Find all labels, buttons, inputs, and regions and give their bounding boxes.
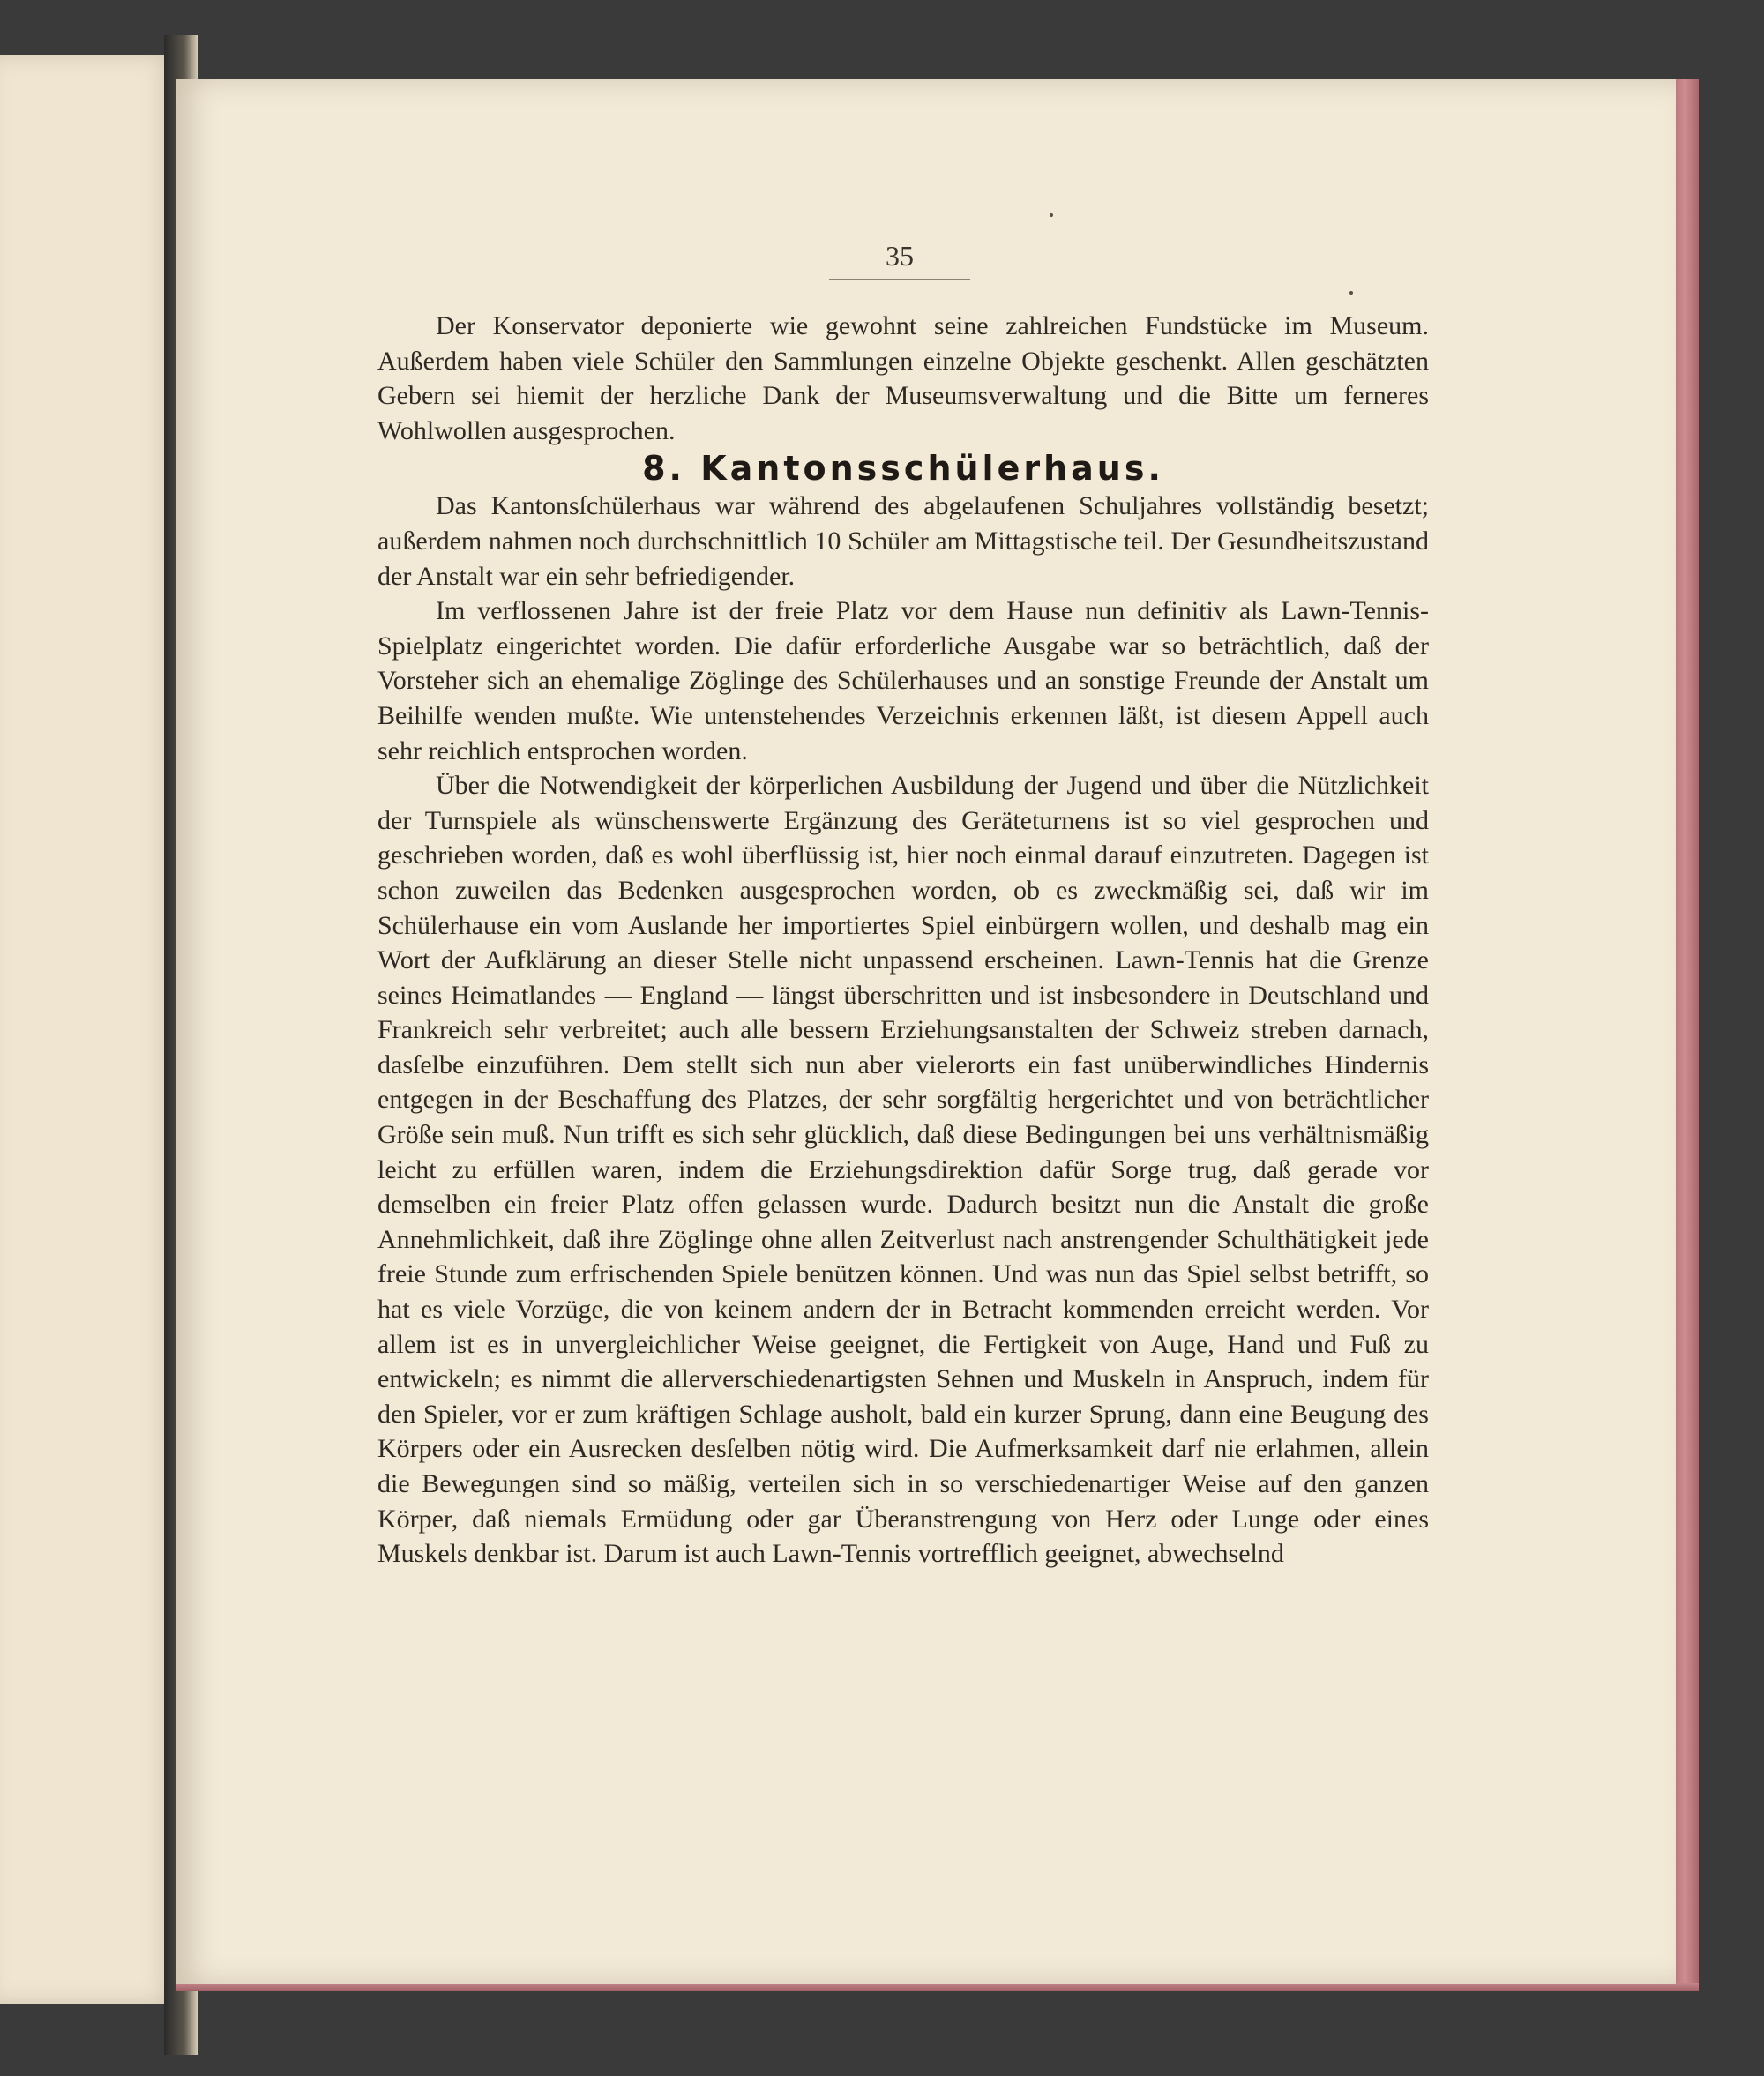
paragraph-tennis-court: Im verflossenen Jahre ist der freie Platz vor dem Hause nun definitiv als Lawn-Tennis-Spielplatz eingerichtet worden. Die dafür erforderliche Ausgabe war so beträchtlich, daß der Vorsteher sich an ehemalige Zöglinge des Schülerhauses und an sonstige Freunde der Anstalt um Beihilfe wenden mußte. Wie untenstehendes Verzeichnis erkennen läßt, ist diesem Appell auch sehr reichlich entsprochen worden.: [377, 596, 1429, 765]
paper-fleck: [1349, 291, 1353, 295]
section-heading: 8. Kantonsschülerhaus.: [642, 449, 1164, 489]
page-number-rule: [829, 279, 970, 280]
paper-fleck: [1050, 213, 1053, 217]
paragraph-tennis-benefits: Über die Notwendigkeit der körperlichen Ausbildung der Jugend und über die Nützlichkeit der Turnspiele als wünschenswerte Ergänzung des Geräteturnens ist so viel gesprochen und geschrieben worden, daß es wohl überflüssig ist, hier noch einmal darauf einzutreten. Dagegen ist schon zuweilen das Bedenken ausgesprochen worden, ob es zweckmäßig sei, daß wir im Schülerhause ein vom Auslande her importiertes Spiel einbürgern wollen, und deshalb mag ein Wort der Aufklärung an dieser Stelle nicht unpassend erscheinen. Lawn-Tennis hat die Grenze seines Heimatlandes — England — längst überschritten und ist insbesondere in Deutschland und Frankreich sehr verbreitet; auch alle bessern Erziehungsanstalten der Schweiz streben darnach, dasſelbe einzuführen. Dem stellt sich nun aber vielerorts ein fast unüberwindliches Hindernis entgegen in der Beschaffung des Platzes, der sehr sorgfältig hergerichtet und von beträchtlicher Größe sein muß. Nun trifft es sich sehr glücklich, daß diese Bedingungen bei uns verhältnismäßig leicht zu erfüllen waren, indem die Erziehungsdirektion dafür Sorge trug, daß gerade vor demselben ein freier Platz offen gelassen wurde. Dadurch besitzt nun die Anstalt die große Annehmlichkeit, daß ihre Zöglinge ohne allen Zeitverlust nach anstrengender Schulthätigkeit jede freie Stunde zum erfrischenden Spiele benützen können. Und was nun das Spiel selbst betrifft, so hat es viele Vorzüge, die von keinem andern der in Betracht kommenden erreicht werden. Vor allem ist es in unvergleichlicher Weise geeignet, die Fertigkeit von Auge, Hand und Fuß zu entwickeln; es nimmt die allerverschiedenartigsten Sehnen und Muskeln in Anspruch, indem für den Spieler, vor er zum kräftigen Schlage ausholt, bald ein kurzer Sprung, dann eine Beugung des Körpers oder ein Ausrecken desſelben nötig wird. Die Aufmerksamkeit darf nie erlahmen, allein die Bewegungen sind so mäßig, verteilen sich in so verschiedenartiger Weise auf den ganzen Körper, daß niemals Ermüdung oder gar Überanstrengung von Herz oder Lunge oder eines Muskels denkbar ist. Darum ist auch Lawn-Tennis vortrefflich geeignet, abwechselnd: [377, 771, 1429, 1569]
left-facing-page: [0, 55, 176, 2004]
paragraph-museum: Der Konservator deponierte wie gewohnt seine zahlreichen Fundstücke im Museum. Außerdem haben viele Schüler den Sammlungen einzelne Objekte geschenkt. Allen geschätzten Gebern sei hiemit der herzliche Dank der Museumsverwaltung und die Bitte um ferneres Wohlwollen ausgesprochen.: [377, 311, 1429, 445]
paragraph-occupancy: Das Kantonsſchülerhaus war während des abgelaufenen Schuljahres vollständig besetzt; außerdem nahmen noch durchschnittlich 10 Schüler am Mittagstische teil. Der Gesundheitszustand der Anstalt war ein sehr befriedigender.: [377, 491, 1429, 591]
page-number: 35: [886, 240, 914, 272]
page-edge-right: [1676, 79, 1699, 1988]
page-text: [377, 309, 1429, 1572]
